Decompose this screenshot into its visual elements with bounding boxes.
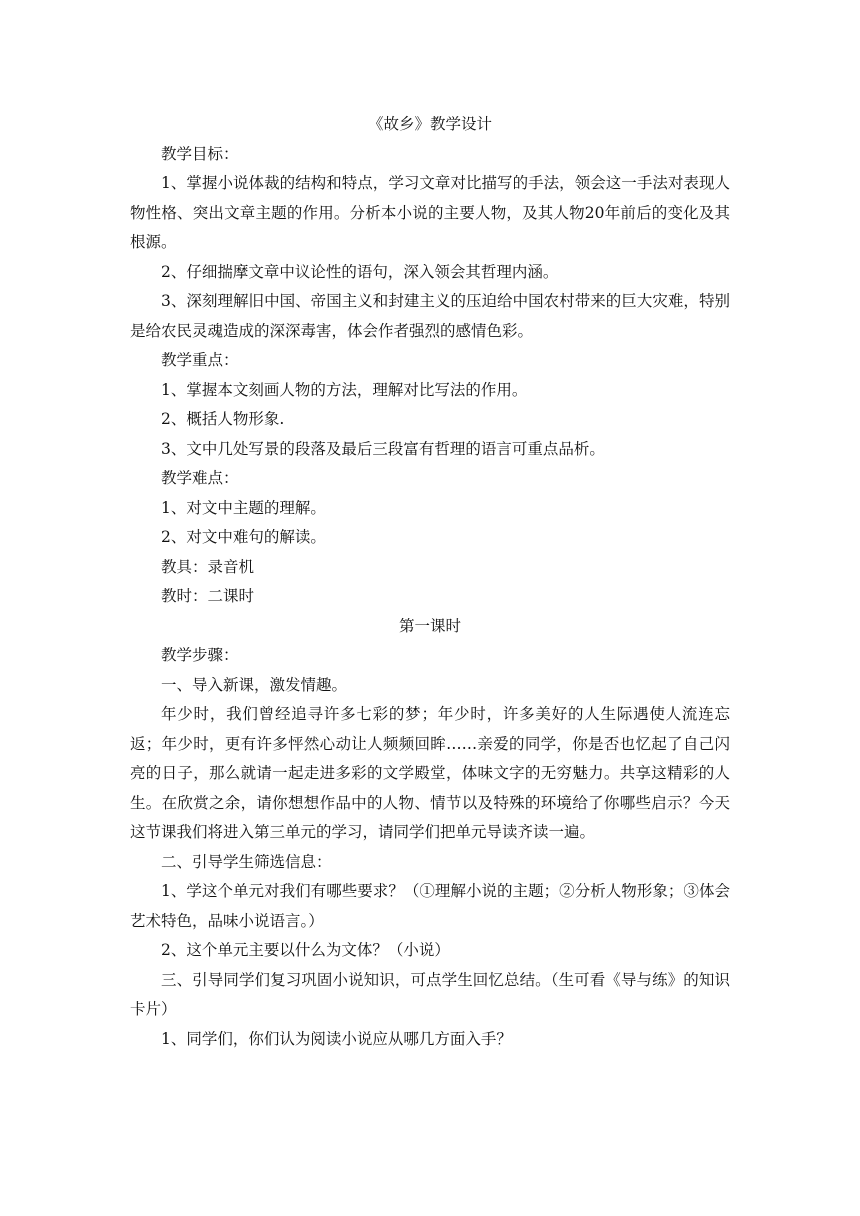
difficulty-item: 1、对文中主题的理解。 (161, 498, 326, 517)
objective-item: 1、掌握小说体裁的结构和特点，学习文章对比描写的手法，领会这一手法对表现人物性格、突出文章主题的作用。分析本小说的主要人物，及其人物20年前后的变化及其根源。 (130, 174, 730, 251)
objectives-heading: 教学目标： (161, 144, 239, 163)
key-point-item: 3、文中几处写景的段落及最后三段富有哲理的语言可重点品析。 (161, 439, 605, 458)
tools-line: 教具：录音机 (161, 557, 255, 576)
step1-paragraph: 年少时，我们曾经追寻许多七彩的梦；年少时，许多美好的人生际遇使人流连忘返；年少时，更有许多怦然心动让人频频回眸……亲爱的同学，你是否也忆起了自己闪亮的日子，那么就请一起走进多彩的文学殿堂，体味文字的无穷魅力。共享这精彩的人生。在欣赏之余，请你想想作品中的人物、情节以及特殊的环境给了你哪些启示？今天这节课我们将进入第三单元的学习，请同学们把单元导读齐读一遍。 (130, 705, 730, 841)
hours-line: 教时：二课时 (161, 587, 255, 605)
step2-item: 1、学这个单元对我们有哪些要求？（①理解小说的主题；②分析人物形象；③体会艺术特色，品味小说语言。） (130, 882, 730, 930)
key-point-item: 1、掌握本文刻画人物的方法，理解对比写法的作用。 (161, 380, 528, 399)
document-body (130, 110, 730, 1054)
step1-heading: 一、导入新课，激发情趣。 (161, 675, 348, 694)
step2-heading: 二、引导学生筛选信息： (161, 852, 332, 871)
step3-item: 1、同学们，你们认为阅读小说应从哪几方面入手？ (161, 1029, 512, 1048)
key-points-heading: 教学重点： (161, 351, 239, 369)
key-point-item: 2、概括人物形象. (161, 410, 285, 428)
difficulties-heading: 教学难点： (161, 469, 239, 487)
step2-item: 2、这个单元主要以什么为文体？（小说） (161, 941, 450, 959)
steps-heading: 教学步骤： (161, 646, 239, 664)
difficulty-item: 2、对文中难句的解读。 (161, 528, 326, 546)
document-title: 《故乡》教学设计 (367, 115, 492, 133)
lesson-title: 第一课时 (398, 616, 461, 635)
step3-paragraph: 三、引导同学们复习巩固小说知识，可点学生回忆总结。（生可看《导与练》的知识卡片） (130, 970, 730, 1018)
objective-item: 2、仔细揣摩文章中议论性的语句，深入领会其哲理内涵。 (161, 262, 559, 281)
objective-item: 3、深刻理解旧中国、帝国主义和封建主义的压迫给中国农村带来的巨大灾难，特别是给农民灵魂造成的深深毒害，体会作者强烈的感情色彩。 (130, 292, 730, 340)
